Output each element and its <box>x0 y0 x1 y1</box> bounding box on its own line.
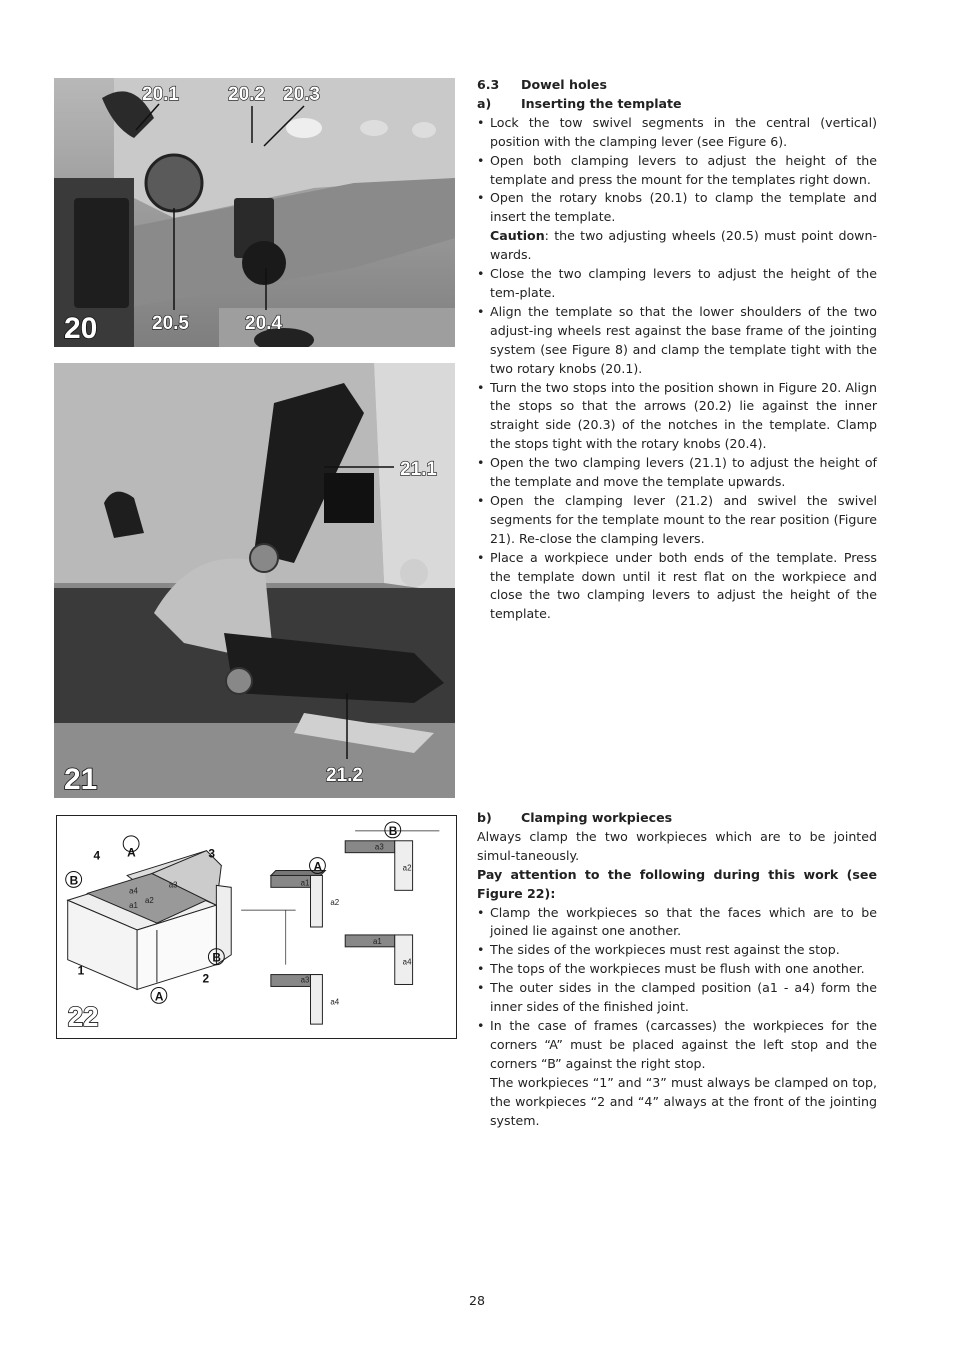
list-item: • In the case of frames (carcasses) the workpieces for the corners “A” must be placed against the left stop and the corners “B” against the right stop. <box>477 1017 877 1074</box>
callout-20-1: 20.1 <box>142 84 179 105</box>
figure-20-photo <box>54 78 455 347</box>
callout-20-5: 20.5 <box>152 313 189 334</box>
label-B-right: B <box>212 950 221 965</box>
caution-note <box>477 227 877 265</box>
label-a1-low: a1 <box>372 936 382 946</box>
label-1: 1 <box>77 963 85 978</box>
label-2: 2 <box>202 971 210 986</box>
subsection-b-title: Clamping workpieces <box>521 810 673 825</box>
figure-21-illustration <box>54 363 455 798</box>
label-A-bottom: A <box>154 989 164 1004</box>
label-a2-mid: a2 <box>330 898 340 908</box>
subsection-a-title: Inserting the template <box>521 95 682 111</box>
label-a3-top: a3 <box>374 842 384 852</box>
list-item: • Open the two clamping levers (21.1) to adjust the height of the template and move the template upwards. <box>477 454 877 492</box>
label-B-left: B <box>69 873 79 888</box>
list-item: • Open both clamping levers to adjust the height of the template and press the mount for the templates right down. <box>477 152 877 190</box>
list-item: • Close the two clamping levers to adjust the height of the tem-plate. <box>477 265 877 303</box>
figure-20-illustration <box>54 78 455 347</box>
continuation-paragraph: The workpieces “1” and “3” must always be clamped on top, the workpieces “2 and “4” always at the front of the jointing system. <box>490 1074 877 1128</box>
label-a2-box: a2 <box>145 896 154 906</box>
label-a3-box: a3 <box>168 880 178 890</box>
list-item: • Open the rotary knobs (20.1) to clamp the template and insert the template. <box>477 189 877 227</box>
callout-21-2: 21.2 <box>326 765 363 786</box>
label-4: 4 <box>93 848 101 863</box>
subsection-a-label: a) <box>477 95 492 111</box>
figure-number-20: 20 <box>64 312 98 345</box>
figure-22-illustration <box>57 816 456 1038</box>
subsection-b-label: b) <box>477 810 492 825</box>
label-A-stop: A <box>313 859 323 874</box>
page-number: 28 <box>468 1293 486 1308</box>
label-a3-bottom: a3 <box>300 975 310 985</box>
section-title: Dowel holes <box>521 77 607 92</box>
clamping-rules-list <box>477 904 877 1074</box>
figure-number-22: 22 <box>67 1001 99 1033</box>
list-item: • Open the clamping lever (21.2) and swivel the swivel segments for the template mount to the rear position (Figure 21). Re-close the clamping levers. <box>477 492 877 549</box>
section-number: 6.3 <box>477 77 500 92</box>
list-item: • Align the template so that the lower shoulders of the two adjust-ing wheels rest against the base frame of the jointing system (see Figure 8) and clamp the template tight with the two rotary knobs (20.1). <box>477 303 877 379</box>
template-steps-list <box>477 114 877 624</box>
label-a1-mid: a1 <box>300 878 310 888</box>
section-b <box>477 809 877 1130</box>
label-a4-bottom: a4 <box>330 997 340 1007</box>
callout-20-3: 20.3 <box>283 84 320 105</box>
caution-label: Caution <box>490 228 545 244</box>
list-item: • Place a workpiece under both ends of the template. Press the template down until it rest flat on the workpiece and close the two clamping levers to adjust the height of the template. <box>477 549 877 625</box>
caution-text: : the two adjusting wheels (20.5) must point down-wards. <box>490 228 877 263</box>
label-3: 3 <box>208 846 216 861</box>
callout-20-4: 20.4 <box>245 313 282 334</box>
callout-21-1: 21.1 <box>400 459 437 480</box>
label-B-stop: B <box>388 823 398 838</box>
figure-22-diagram <box>56 815 457 1039</box>
attention-heading: Pay attention to the following during this work (see Figure 22): <box>477 866 877 901</box>
label-a2-top: a2 <box>402 863 412 873</box>
list-item: • Clamp the workpieces so that the faces which are to be joined lie against one another. <box>477 904 877 942</box>
intro-paragraph: Always clamp the two workpieces which are to be jointed simul-taneously. <box>477 828 877 863</box>
list-item: • Turn the two stops into the position shown in Figure 20. Align the stops so that the arrows (20.2) lie against the inner straight side (20.3) of the notches in the template. Clamp the stops tight with the rotary knobs (20.4). <box>477 379 877 455</box>
label-a4-low: a4 <box>402 957 412 967</box>
label-a4-box: a4 <box>129 886 138 896</box>
figure-21-photo <box>54 363 455 798</box>
label-a1-box: a1 <box>129 901 138 911</box>
list-item: • The sides of the workpieces must rest against the stop. <box>477 941 877 960</box>
list-item: • The outer sides in the clamped position (a1 - a4) form the inner sides of the finished joint. <box>477 979 877 1017</box>
section-heading <box>477 76 877 95</box>
figure-number-21: 21 <box>64 763 98 796</box>
callout-20-2: 20.2 <box>228 84 265 105</box>
list-item: • Lock the tow swivel segments in the central (vertical) position with the clamping lever (see Figure 6). <box>477 114 877 152</box>
subsection-a-heading <box>477 95 877 114</box>
list-item: • The tops of the workpieces must be flush with one another. <box>477 960 877 979</box>
subsection-b-heading <box>477 809 877 828</box>
label-A-top: A <box>127 845 136 860</box>
section-6-3 <box>477 76 877 624</box>
